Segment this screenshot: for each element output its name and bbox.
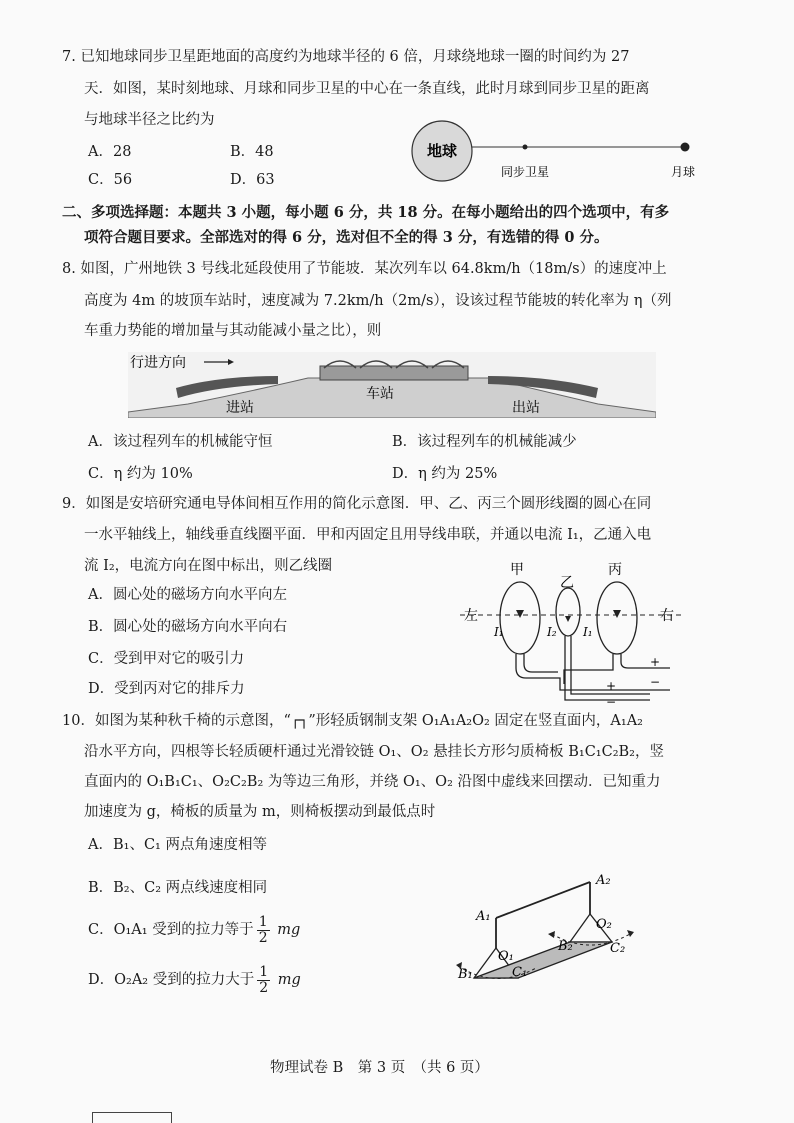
q7-option-d: D．63	[230, 172, 275, 188]
page-footer: 物理试卷 B 第 3 页 （共 6 页）	[270, 1060, 489, 1076]
c1-label: C₁	[512, 965, 528, 980]
coil-jia-label: 甲	[510, 562, 524, 578]
q9-option-b: B．圆心处的磁场方向水平向右	[88, 619, 288, 635]
terminal-plus-1: +	[650, 655, 661, 669]
moon-label: 月球	[671, 165, 696, 179]
q7-option-b: B．48	[230, 144, 274, 160]
q8-option-c: C．η 约为 10%	[88, 466, 193, 482]
q7-line3: 与地球半径之比约为	[84, 112, 215, 128]
left-label: 左	[464, 608, 478, 624]
q8-option-d: D．η 约为 25%	[392, 466, 498, 482]
station-label: 车站	[366, 386, 394, 402]
q10-option-c	[88, 910, 300, 950]
o1-label: O₁	[498, 949, 514, 964]
direction-label: 行进方向	[130, 355, 186, 371]
q9-line3: 流 I₂，电流方向在图中标出，则乙线圈	[84, 558, 333, 574]
q10-line3: 直面内的 O₁B₁C₁、O₂C₂B₂ 为等边三角形，并绕 O₁、O₂ 沿图中虚线来回摆动．已知重力	[84, 774, 661, 790]
coil-bing-label: 丙	[608, 562, 622, 578]
coil-yi-label: 乙	[560, 575, 574, 591]
fraction-numerator: 1	[258, 913, 268, 930]
q10-option-d-text: D．O₂A₂ 受到的拉力大于	[88, 972, 255, 988]
q8-line3: 车重力势能的增加量与其动能减小量之比），则	[84, 323, 382, 339]
q10-option-d	[88, 960, 301, 1000]
exit-label: 出站	[512, 400, 540, 416]
q9-option-c: C．受到甲对它的吸引力	[88, 651, 245, 667]
terminal-minus-2: −	[606, 695, 617, 708]
b2-label: B₂	[558, 939, 573, 954]
q10-swing-chair-diagram	[440, 868, 670, 998]
q9-option-a: A．圆心处的磁场方向水平向左	[88, 587, 287, 603]
section2-line1: 二、多项选择题：本题共 3 小题，每小题 6 分，共 18 分。在每小题给出的四个选项中，有多	[62, 204, 670, 221]
fraction-denominator: 2	[258, 929, 268, 946]
q10-line1: 10．如图为某种秋千椅的示意图，“┌┐”形轻质钢制支架 O₁A₁A₂O₂ 固定在竖直面内，A₁A₂	[62, 713, 643, 729]
q7-earth-moon-diagram	[405, 120, 705, 190]
q10-option-a: A．B₁、C₁ 两点角速度相等	[88, 837, 267, 853]
q7-line1: 7. 已知地球同步卫星距地面的高度约为地球半径的 6 倍，月球绕地球一圈的时间约为 27	[62, 49, 630, 65]
q10-option-b: B．B₂、C₂ 两点线速度相同	[88, 880, 268, 896]
q9-option-d: D．受到丙对它的排斥力	[88, 681, 245, 697]
section2-line2: 项符合题目要求。全部选对的得 6 分，选对但不全的得 3 分，有选错的得 0 分。	[84, 229, 609, 246]
a2-label: A₂	[596, 873, 611, 888]
q9-coil-diagram	[460, 560, 690, 708]
a1-label: A₁	[476, 909, 491, 924]
right-label: 右	[660, 608, 674, 624]
q8-option-b: B．该过程列车的机械能减少	[392, 434, 577, 450]
c2-label: C₂	[610, 941, 626, 956]
q10-option-c-text: C．O₁A₁ 受到的拉力等于	[88, 922, 254, 938]
current-i2-label: I₂	[547, 625, 557, 639]
terminal-plus-2: +	[606, 679, 617, 693]
mg-symbol: mg	[277, 972, 301, 988]
fraction-half	[257, 965, 270, 996]
fraction-denominator: 2	[259, 979, 269, 996]
q8-line1: 8. 如图，广州地铁 3 号线北延段使用了节能坡．某次列车以 64.8km/h（18m/s）的速度冲上	[62, 261, 667, 277]
q8-option-a: A．该过程列车的机械能守恒	[88, 434, 273, 450]
enter-label: 进站	[226, 400, 254, 416]
q8-line2: 高度为 4m 的坡顶车站时，速度减为 7.2km/h（2m/s），设该过程节能坡的转化率为 η（列	[84, 293, 672, 309]
fraction-half	[257, 915, 270, 946]
mg-symbol: mg	[277, 922, 301, 938]
q9-line2: 一水平轴线上，轴线垂直线圈平面．甲和丙固定且用导线串联，并通以电流 I₁，乙通入电	[84, 527, 652, 543]
q8-energy-saving-slope-figure	[128, 352, 656, 418]
q9-line1: 9．如图是安培研究通电导体间相互作用的简化示意图．甲、乙、丙三个圆形线圈的圆心在同	[62, 496, 652, 512]
satellite-label: 同步卫星	[501, 165, 550, 179]
q10-line4: 加速度为 g，椅板的质量为 m，则椅板摆动到最低点时	[84, 804, 436, 820]
q7-option-c: C．56	[88, 172, 133, 188]
fraction-numerator: 1	[259, 963, 269, 980]
earth-label: 地球	[426, 142, 458, 160]
current-i1b-label: I₁	[583, 625, 593, 639]
q10-line2: 沿水平方向，四根等长轻质硬杆通过光滑铰链 O₁、O₂ 悬挂长方形匀质椅板 B₁C₁C₂B₂，竖	[84, 744, 664, 760]
current-i1-label: I₁	[494, 625, 504, 639]
o2-label: O₂	[596, 917, 612, 932]
q7-line2: 天．如图，某时刻地球、月球和同步卫星的中心在一条直线，此时月球到同步卫星的距离	[84, 81, 650, 97]
q7-option-a: A．28	[88, 144, 132, 160]
terminal-minus-1: −	[650, 675, 661, 689]
b1-label: B₁	[458, 967, 473, 982]
page-corner-box	[92, 1112, 172, 1123]
